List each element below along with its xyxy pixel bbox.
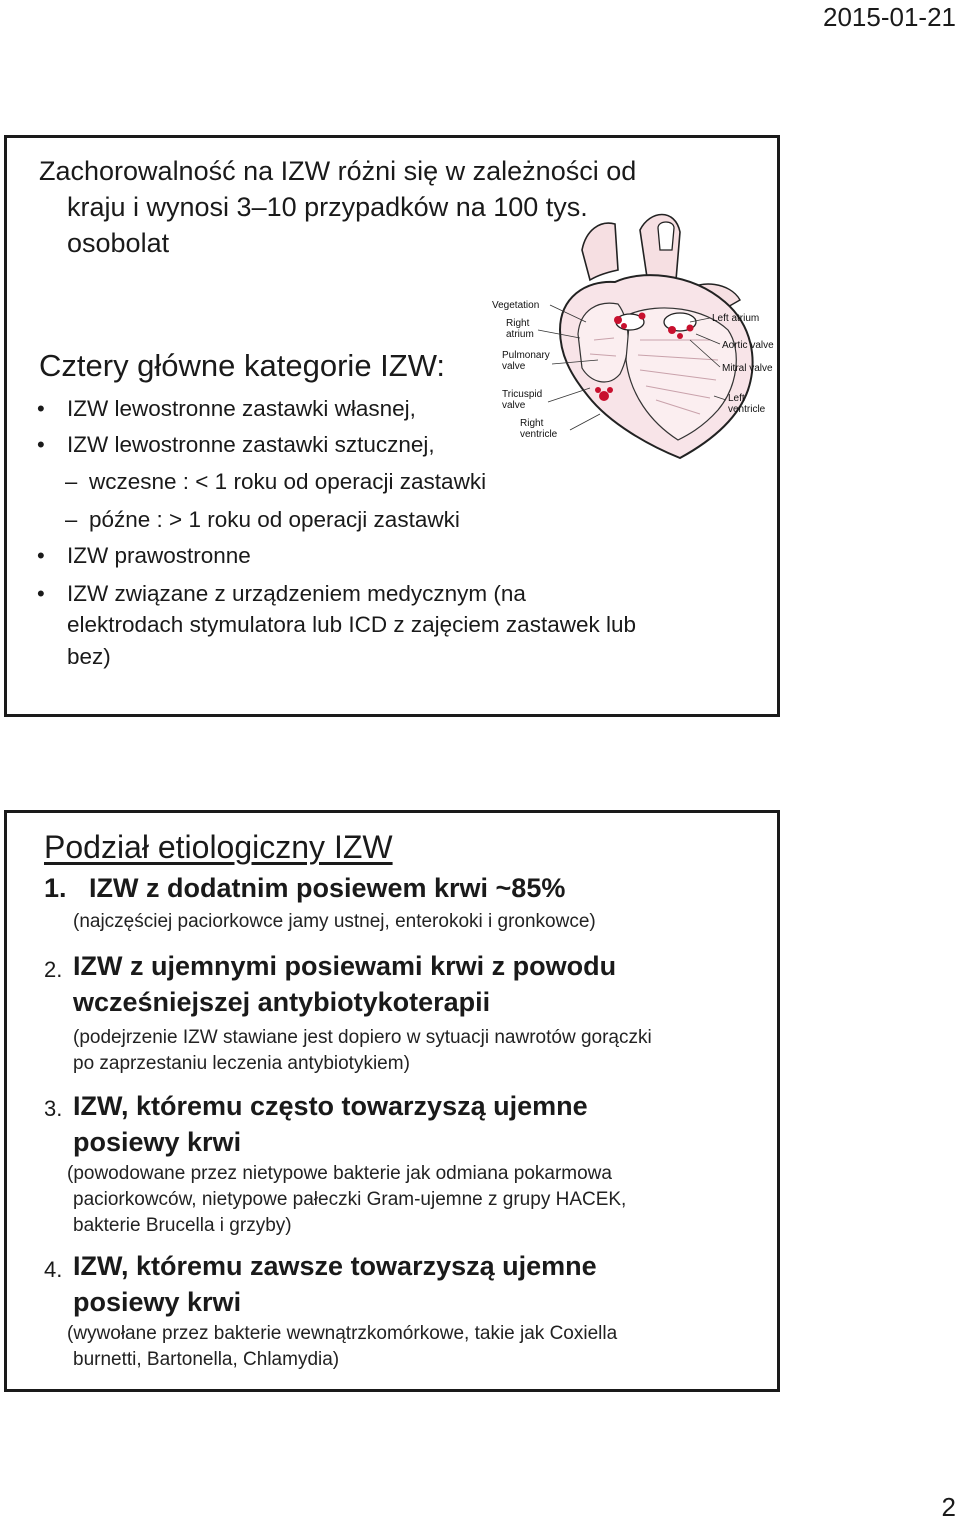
- categories-heading: Cztery główne kategorie IZW:: [39, 348, 446, 383]
- label-pulmonary-1: Pulmonary: [502, 350, 550, 361]
- label-right-atrium-1: Right: [506, 318, 530, 329]
- item-late: późne : > 1 roku od operacji zastawki: [89, 507, 460, 532]
- cat2-title-1: IZW z ujemnymi posiewami krwi z powodu: [73, 951, 617, 981]
- label-right-atrium-2: atrium: [506, 329, 534, 340]
- cat3-title-2: posiewy krwi: [73, 1127, 242, 1157]
- item-left-native: IZW lewostronne zastawki własnej,: [67, 396, 416, 421]
- label-right-ventricle-2: ventricle: [520, 429, 558, 440]
- intro-line-2: kraju i wynosi 3–10 przypadków na 100 tys.: [67, 192, 588, 222]
- bullet-icon: •: [37, 581, 45, 606]
- heart-diagram: [490, 210, 782, 460]
- header-date: 2015-01-21: [823, 2, 956, 32]
- cat3-number: 3.: [44, 1096, 63, 1121]
- slide-2: [4, 810, 780, 1392]
- cat4-note-2: burnetti, Bartonella, Chlamydia): [73, 1349, 340, 1370]
- bullet-icon: •: [37, 543, 45, 568]
- item-early: wczesne : < 1 roku od operacji zastawki: [89, 469, 487, 494]
- cat3-note-2: paciorkowców, nietypowe pałeczki Gram-ujemne z grupy HACEK,: [73, 1189, 627, 1210]
- dash-icon: –: [65, 507, 78, 532]
- bullet-icon: •: [37, 432, 45, 457]
- item-device-2: elektrodach stymulatora lub ICD z zajęciem zastawek lub: [67, 612, 636, 637]
- cat1-number: 1.: [44, 873, 67, 903]
- intro-line-3: osobolat: [67, 228, 170, 258]
- cat3-note-1: (powodowane przez nietypowe bakterie jak odmiana pokarmowa: [67, 1163, 612, 1184]
- label-aortic-valve: Aortic valve: [722, 340, 774, 351]
- label-tricuspid-2: valve: [502, 400, 526, 411]
- label-mitral-valve: Mitral valve: [722, 363, 773, 374]
- cat2-title-2: wcześniejszej antybiotykoterapii: [73, 987, 491, 1017]
- cat3-title-1: IZW, któremu często towarzyszą ujemne: [73, 1091, 588, 1121]
- cat3-note-3: bakterie Brucella i grzyby): [73, 1215, 292, 1236]
- cat4-title-1: IZW, któremu zawsze towarzyszą ujemne: [73, 1251, 597, 1281]
- intro-line-1: Zachorowalność na IZW różni się w zależności od: [39, 156, 637, 186]
- item-device-3: bez): [67, 644, 111, 669]
- label-left-atrium: Left atrium: [712, 313, 760, 324]
- dash-icon: –: [65, 469, 78, 494]
- label-left-ventricle-1: Left: [728, 393, 745, 404]
- label-tricuspid-1: Tricuspid: [502, 389, 543, 400]
- cat2-note-2: po zaprzestaniu leczenia antybiotykiem): [73, 1053, 410, 1074]
- label-pulmonary-2: valve: [502, 361, 526, 372]
- item-left-prosthetic: IZW lewostronne zastawki sztucznej,: [67, 432, 435, 457]
- page-number: 2: [941, 1492, 956, 1522]
- item-right-sided: IZW prawostronne: [67, 543, 251, 568]
- label-vegetation: Vegetation: [492, 300, 540, 311]
- heart-illustration: [490, 210, 782, 460]
- bullet-icon: •: [37, 396, 45, 421]
- item-device-1: IZW związane z urządzeniem medycznym (na: [67, 581, 526, 606]
- cat4-note-1: (wywołane przez bakterie wewnątrzkomórkowe, takie jak Coxiella: [67, 1323, 618, 1344]
- etiology-title: Podział etiologiczny IZW: [44, 829, 393, 865]
- cat4-number: 4.: [44, 1257, 63, 1282]
- cat4-title-2: posiewy krwi: [73, 1287, 242, 1317]
- cat2-note-1: (podejrzenie IZW stawiane jest dopiero w sytuacji nawrotów gorączki: [73, 1027, 652, 1048]
- cat2-number: 2.: [44, 957, 63, 982]
- cat1-note: (najczęściej paciorkowce jamy ustnej, enterokoki i gronkowce): [73, 911, 596, 932]
- label-right-ventricle-1: Right: [520, 418, 544, 429]
- cat1-title: IZW z dodatnim posiewem krwi ~85%: [89, 873, 566, 903]
- label-left-ventricle-2: ventricle: [728, 404, 766, 415]
